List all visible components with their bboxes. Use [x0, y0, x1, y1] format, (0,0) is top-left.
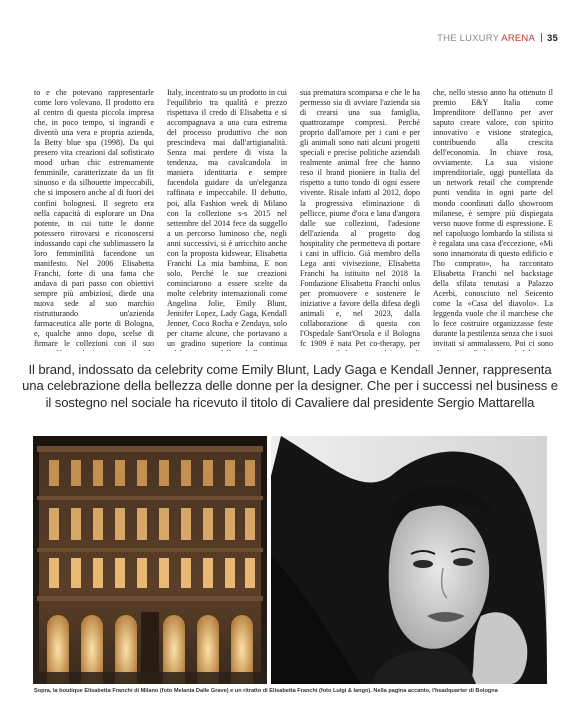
portrait-photo: [271, 436, 547, 684]
designer-portrait: [271, 436, 547, 684]
page-header: [437, 33, 558, 44]
building-facade-photo: [33, 436, 267, 684]
photo-caption: Sopra, la boutique Elisabetta Franchi di Milano (foto Melania Dalle Grave) e un ritratto di Elisabetta Franchi (foto Luigi & Iango). Nella pagina accanto, l'headquarter di Bologna: [34, 688, 498, 694]
article-column-1: to e che potevano rappresentarle come loro volevano. Il prodotto era al centro di questa piccola impresa che, in poco tempo, si ingrandì e diventò una vera e propria azienda, la Betty blue spa (1998). Da qui presero vita creazioni dal sofisticato mood urban chic estremamente femminile, caratterizzate da un fit sinuoso e da silhouette impeccabili, che si imposero anche al di fuori dei confini bolognesi. Il segreto era nella capacità di esplorare un Dna potente, in cui tutte le donne potessero ritrovarsi e riconoscersi indossando capi che sublimassero la loro femminilità facendone un manifesto. Nel 2006 Elisabetta Franchi, forte di una fama che andava di pari passo con obiettivi sempre più ambiziosi, diede una nuova sede al suo marchio ristrutturando un'azienda farmaceutica alle porte di Bologna, e, qualche anno dopo, scelse di firmare le collezioni con il suo: [34, 88, 154, 349]
article-column-2: Italy, incentrato su un prodotto in cui l'equilibrio tra qualità e prezzo rispettava il credo di Elisabetta e si accompagnava a una cura estrema del processo produttivo che non prescindeva mai dall'artigianalità. Senza mai perdere di vista la tendenza, ma cavalcandola in maniera identitaria e sempre facendola guidare da un'eleganza raffinata e impeccabile. Il debutto, poi, alla Fashion week di Milano con la collezione s-s 2015 nel settembre del 2014 fece da suggello a un percorso luminoso che, negli anni successivi, si è arricchito anche con la proposta kidswear, Elisabetta Franchi La mia bambina, E non solo. Perché le sue creazioni cominciarono a essere scelte da molte celebrity internazionali come Angelina Jolie, Emily Blunt, Jennifer Lopez, Lady Gaga, Kendall Jenner, Coco Rocha e Zendaya, solo per citarne alcune, che portavano a un gradino superiore la continua: [167, 88, 287, 349]
article-column-3: sua prematura scomparsa e che le ha permesso sia di avviare l'azienda sia di crearsi una sua famiglia, quattrozampe compresi. Perché proprio dall'amore per i cani e per gli animali sono nati alcuni progetti speciali e precise politiche aziendali realmente animal free che hanno reso il brand pioniere in Italia del rispetto a tutto tondo di ogni essere vivente. Risale infatti al 2012, dopo la progressiva eliminazione di pellicce, piume d'oca e lana d'angora dalle sue collezioni, l'adesione dell'azienda al progetto dog hospitality che permetteva di portare i cani in ufficio. Già membro della Lega anti vivisezione, Elisabetta Franchi ha istituito nel 2018 la Fondazione Elisabetta Franchi onlus per promuovere e sostenere le iniziative a favore della difesa degli animali e, nel 2023, dalla collaborazione di questa con l'Ospedale Sant'Orsola e il Bologna fc 1909 è nata Pet co-therapy, per: [300, 88, 420, 349]
boutique-photo: [33, 436, 267, 684]
page-number: 35: [547, 33, 558, 44]
header-divider: [541, 33, 542, 42]
article-body: [34, 88, 554, 351]
pull-quote: Il brand, indossato da celebrity come Emily Blunt, Lady Gaga e Kendall Jenner, rappresenta una celebrazione della bellezza delle donne per la designer. Che per i successi nel business e il sostegno nel sociale ha ricevuto il titolo di Cavaliere dal presidente Sergio Mattarella: [22, 362, 558, 410]
article-column-4: che, nello stesso anno ha ottenuto il premio E&Y Italia come Imprenditore dell'anno per aver saputo creare valore, con spirito innovativo e visione strategica, contribuendo alla crescita dell'economia. In chiave rosa, ovviamente. La sua visione imprenditoriale, oggi puntellata da un network retail che comprende punti vendita in ogni parte del mondo coordinati dallo showroom milanese, è sempre più dispiegata verso nuove forme di espressione. E nel capoluogo lombardo la stilista si è regalata una casa d'eccezione, «Mi sono innamorata di questo edificio e l'ho comprato», ha raccontato Elisabetta Franchi nel backstage della sfilata tenutasi a Palazzo Acerbi, conosciuto nel Seicento come la «Casa del diavolo». La leggenda vuole che il marchese che lo fece costruire organizzasse feste durante la pestilenza senza che i suoi invitati si ammalassero. Poi ci sono: [433, 88, 553, 349]
magazine-section-name: THE LUXURY: [437, 33, 502, 44]
section-accent-word: ARENA: [501, 33, 536, 44]
